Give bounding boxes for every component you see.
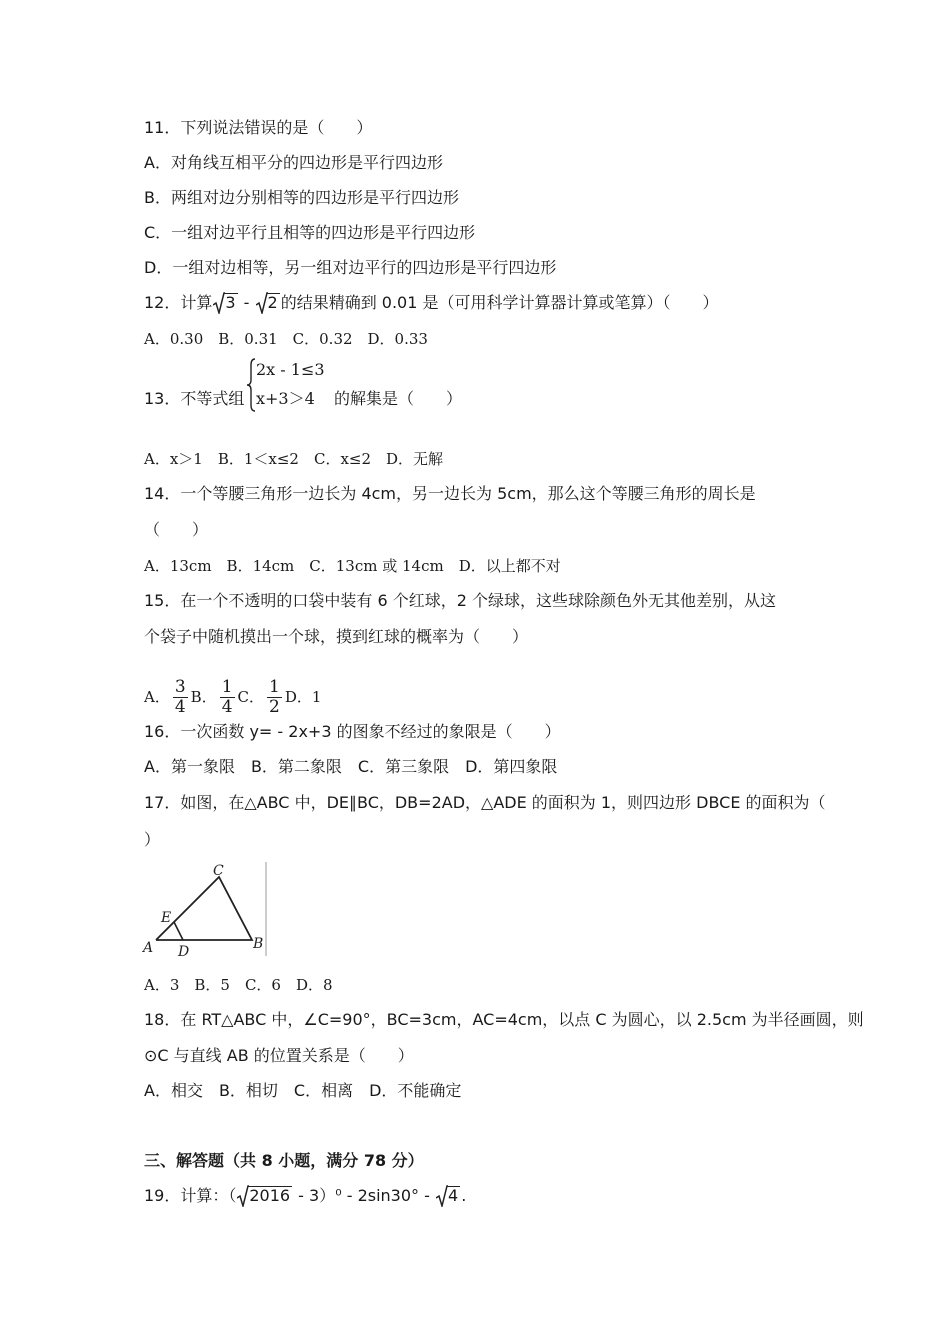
q11-option-b: B．两组对边分别相等的四边形是平行四边形: [144, 188, 459, 207]
q15-d-option: D．1: [284, 688, 322, 706]
q14-stem: 14．一个等腰三角形一边长为 4cm，另一边长为 5cm，那么这个等腰三角形的周长是: [144, 484, 756, 503]
q15-options: [144, 674, 321, 720]
fraction-1-2: [267, 678, 282, 717]
q15-a-label: A．: [144, 688, 170, 706]
q15-b-numerator: 1: [221, 677, 233, 697]
q11-option-c: C．一组对边平行且相等的四边形是平行四边形: [144, 223, 476, 242]
q15-stem: 15．在一个不透明的口袋中装有 6 个红球，2 个绿球，这些球除颜色外无其他差别，从这: [144, 591, 776, 610]
q19-radicand-2: 4: [448, 1186, 459, 1205]
q15-c-denominator: 2: [269, 697, 280, 717]
fraction-1-4: [220, 678, 235, 717]
q19-radicand-1: 2016: [249, 1186, 291, 1205]
q15-c-label: C．: [237, 688, 265, 706]
sqrt-4: [436, 1186, 460, 1206]
vertex-label-b: B: [253, 936, 264, 952]
q15-b-label: B．: [190, 688, 217, 706]
q11-option-d: D．一组对边相等，另一组对边平行的四边形是平行四边形: [144, 258, 557, 277]
q17-stem-cont: ）: [144, 830, 161, 849]
q13-prefix: 13．不等式组: [144, 389, 245, 408]
vertex-label-c: C: [213, 863, 224, 879]
q12-prefix: 12．计算: [144, 293, 213, 312]
brace-icon: [247, 358, 256, 412]
q18-stem: 18．在 RT△ABC 中，∠C=90°，BC=3cm，AC=4cm，以点 C 为圆心，以 2.5cm 为半径画圆，则: [144, 1010, 864, 1029]
triangle-figure: [140, 860, 270, 962]
q16-options: A．第一象限 B．第二象限 C．第三象限 D．第四象限: [144, 757, 558, 776]
inequality-2: x+3＞4: [256, 389, 315, 408]
q11-stem: 11．下列说法错误的是（ ）: [144, 118, 373, 137]
sqrt-2016: [237, 1186, 292, 1206]
q14-options: A．13cm B．14cm C．13cm 或 14cm D．以上都不对: [144, 557, 561, 575]
q15-b-denominator: 4: [221, 697, 233, 717]
q17-stem: 17．如图，在△ABC 中，DE∥BC，DB=2AD，△ADE 的面积为 1，则四边形 DBCE 的面积为（: [144, 793, 826, 812]
q15-stem-cont: 个袋子中随机摸出一个球，摸到红球的概率为（ ）: [144, 627, 529, 646]
vertex-label-e: E: [161, 910, 172, 926]
sqrt-2: [256, 293, 280, 313]
q12-minus: -: [238, 293, 255, 312]
q19-prefix: 19．计算：（: [144, 1186, 237, 1205]
vertex-label-d: D: [178, 944, 190, 960]
q12-suffix: 的结果精确到 0.01 是（可用科学计算器计算或笔算）（ ）: [280, 293, 719, 312]
fraction-3-4: [173, 678, 188, 717]
inequality-system: [247, 356, 337, 414]
q15-a-numerator: 3: [174, 677, 186, 697]
q16-stem: 16．一次函数 y= - 2x+3 的图象不经过的象限是（ ）: [144, 722, 561, 741]
q13-options: A．x＞1 B．1＜x≤2 C．x≤2 D．无解: [144, 450, 444, 468]
q17-options: A．3 B．5 C．6 D．8: [144, 976, 333, 994]
q15-c-numerator: 1: [269, 677, 280, 697]
q12-radicand-1: 3: [225, 293, 236, 312]
q18-stem-cont: ⊙C 与直线 AB 的位置关系是（ ）: [144, 1046, 414, 1065]
q19-suffix: .: [461, 1186, 467, 1205]
inequality-1: 2x - 1≤3: [256, 360, 325, 379]
q12-radicand-2: 2: [267, 293, 278, 312]
q19-stem: [144, 1186, 466, 1206]
q14-stem-cont: （ ）: [144, 520, 209, 539]
q15-a-denominator: 4: [174, 697, 186, 717]
section-3-title: 三、解答题（共 8 小题，满分 78 分）: [144, 1151, 424, 1170]
q11-option-a: A．对角线互相平分的四边形是平行四边形: [144, 153, 443, 172]
q18-options: A．相交 B．相切 C．相离 D．不能确定: [144, 1081, 462, 1100]
q19-middle: - 3）⁰ - 2sin30° -: [293, 1186, 435, 1205]
q13-suffix: 的解集是（ ）: [334, 389, 463, 408]
q12-stem: [144, 293, 719, 313]
sqrt-3: [213, 293, 237, 313]
q12-options: A．0.30 B．0.31 C．0.32 D．0.33: [144, 330, 428, 348]
vertex-label-a: A: [143, 940, 154, 956]
